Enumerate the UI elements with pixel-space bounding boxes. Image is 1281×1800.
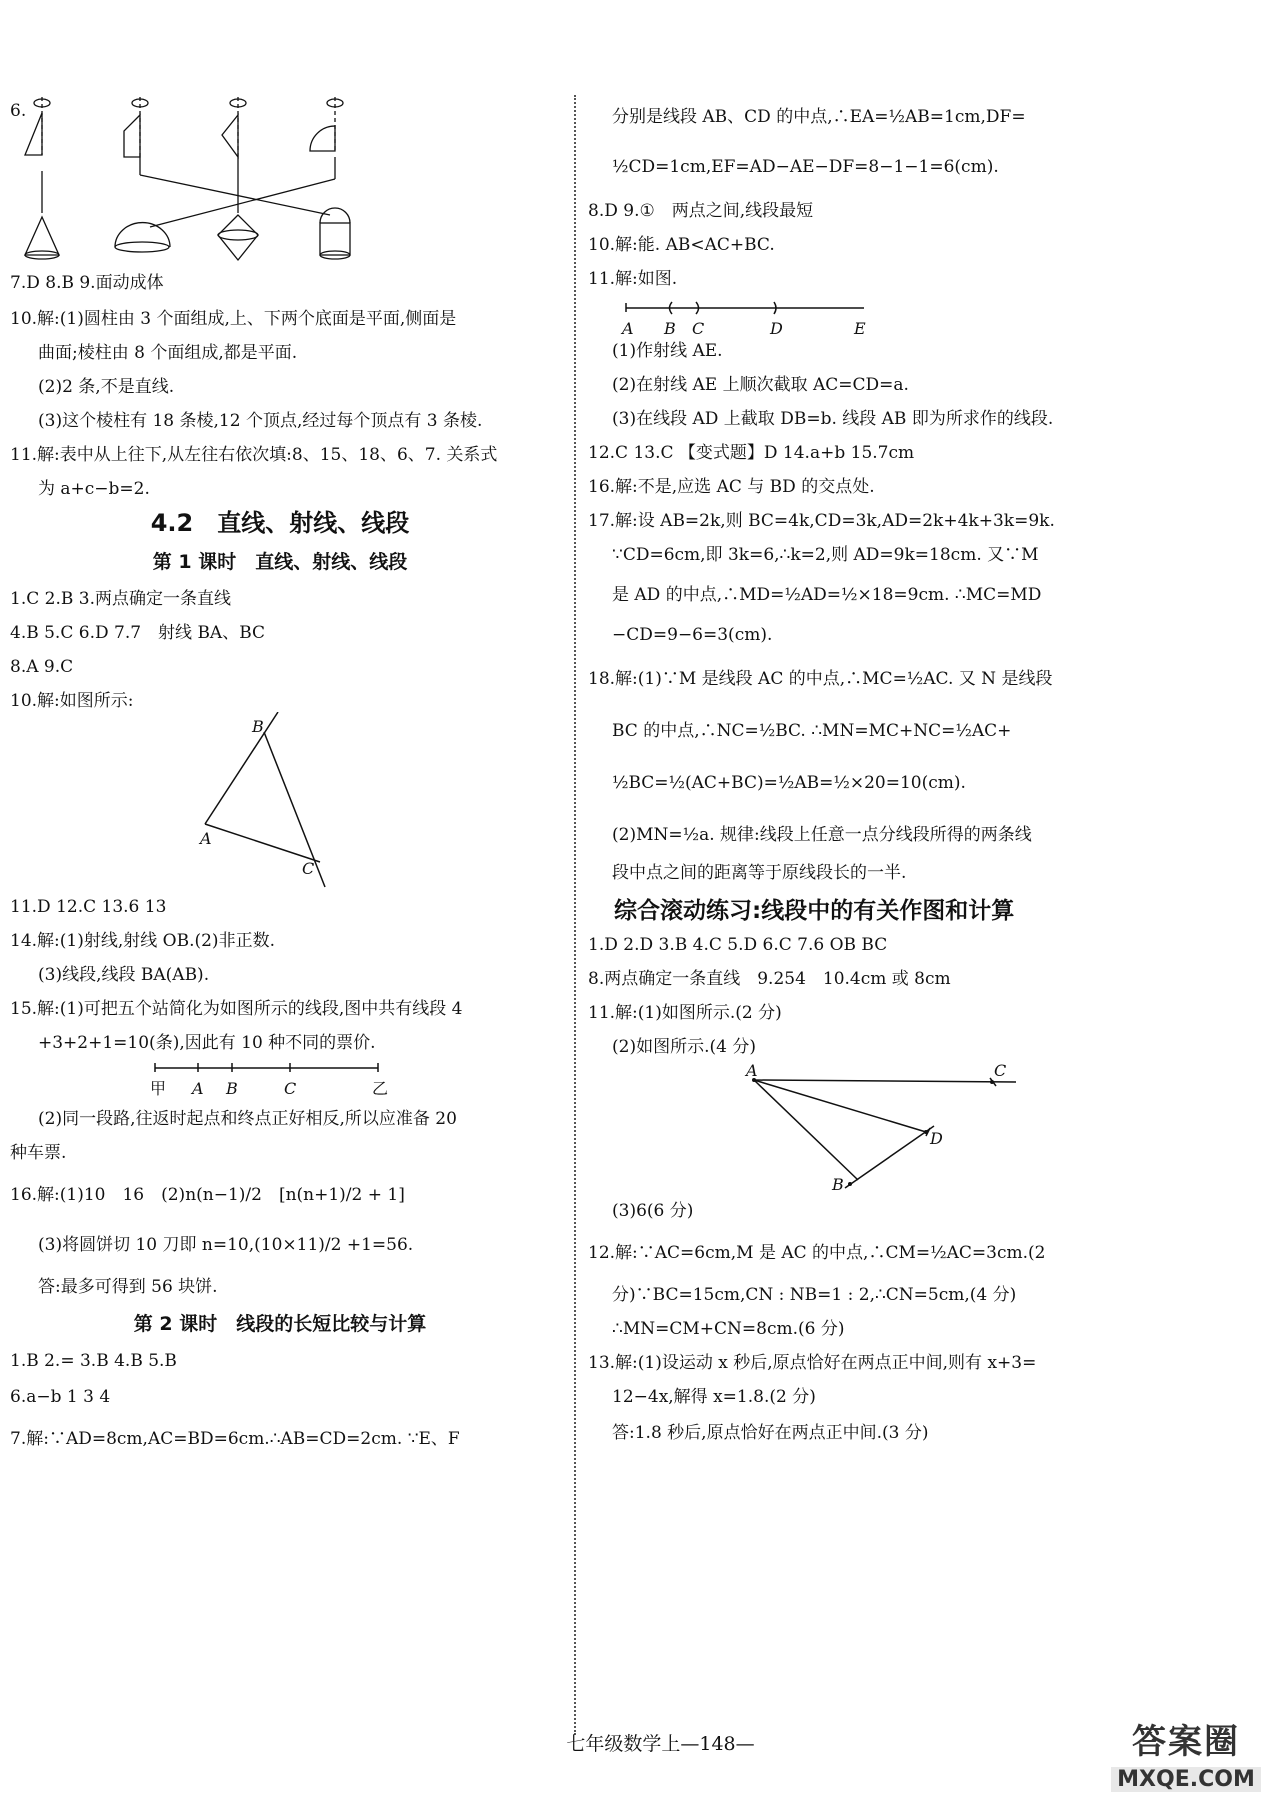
text-line: 分别是线段 AB、CD 的中点,∴EA=½AB=1cm,DF= bbox=[612, 107, 1026, 127]
text-line: 11.解:(1)如图所示.(2 分) bbox=[588, 1003, 782, 1023]
text-line: 17.解:设 AB=2k,则 BC=4k,CD=3k,AD=2k+4k+3k=9k. bbox=[588, 511, 1055, 531]
figure-point-c: C bbox=[994, 1061, 1007, 1080]
text-line: 1.D 2.D 3.B 4.C 5.D 6.C 7.6 OB BC bbox=[588, 935, 888, 955]
text-line: ∵CD=6cm,即 3k=6,∴k=2,则 AD=9k=18cm. 又∵M bbox=[612, 545, 1039, 565]
segment-point-a: A bbox=[622, 319, 634, 338]
text-line: ½BC=½(AC+BC)=½AB=½×20=10(cm). bbox=[612, 773, 966, 793]
text-line: 为 a+c−b=2. bbox=[38, 479, 150, 499]
watermark-logo bbox=[1111, 1714, 1261, 1792]
station-segment-figure bbox=[150, 1058, 390, 1104]
text-line: −CD=9−6=3(cm). bbox=[612, 625, 773, 645]
review-section-title: 综合滚动练习:线段中的有关作图和计算 bbox=[614, 898, 1015, 924]
text-line: (1)作射线 AE. bbox=[612, 341, 723, 361]
text-line: BC 的中点,∴NC=½BC. ∴MN=MC+NC=½AC+ bbox=[612, 721, 1012, 741]
text-line: 是 AD 的中点,∴MD=½AD=½×18=9cm. ∴MC=MD bbox=[612, 585, 1042, 605]
station-label: C bbox=[284, 1079, 297, 1098]
text-line: 答:1.8 秒后,原点恰好在两点正中间.(3 分) bbox=[612, 1423, 929, 1443]
text-line: 10.解:(1)圆柱由 3 个面组成,上、下两个底面是平面,侧面是 bbox=[10, 309, 457, 329]
text-line: 4.B 5.C 6.D 7.7 射线 BA、BC bbox=[10, 623, 266, 643]
text-line: 12.解:∵AC=6cm,M 是 AC 的中点,∴CM=½AC=3cm.(2 bbox=[588, 1243, 1046, 1263]
text-line: ∴MN=CM+CN=8cm.(6 分) bbox=[612, 1319, 845, 1339]
segment-point-b: B bbox=[664, 319, 676, 338]
column-divider bbox=[574, 95, 576, 1735]
text-line: 分)∵BC=15cm,CN : NB=1 : 2,∴CN=5cm,(4 分) bbox=[612, 1285, 1017, 1305]
lesson-1-title: 第 1 课时 直线、射线、线段 bbox=[152, 551, 408, 573]
text-line: ½CD=1cm,EF=AD−AE−DF=8−1−1=6(cm). bbox=[612, 157, 999, 177]
triangle-vertex-c: C bbox=[302, 859, 315, 878]
figure-point-a: A bbox=[746, 1061, 758, 1080]
text-line: 曲面;棱柱由 8 个面组成,都是平面. bbox=[38, 343, 298, 363]
text-line: (2)如图所示.(4 分) bbox=[612, 1037, 756, 1057]
text-line: (3)6(6 分) bbox=[612, 1201, 694, 1221]
text-line: 12.C 13.C 【变式题】D 14.a+b 15.7cm bbox=[588, 443, 915, 463]
text-line: +3+2+1=10(条),因此有 10 种不同的票价. bbox=[38, 1033, 376, 1053]
watermark-url: MXQE.COM bbox=[1111, 1767, 1261, 1792]
text-line: (2)同一段路,往返时起点和终点正好相反,所以应准备 20 bbox=[38, 1109, 457, 1129]
text-line: 1.B 2.= 3.B 4.B 5.B bbox=[10, 1351, 177, 1371]
text-line: 7.解:∵AD=8cm,AC=BD=6cm.∴AB=CD=2cm. ∵E、F bbox=[10, 1429, 460, 1449]
text-line: (2)MN=½a. 规律:线段上任意一点分线段所得的两条线 bbox=[612, 825, 1032, 845]
text-line: (3)这个棱柱有 18 条棱,12 个顶点,经过每个顶点有 3 条棱. bbox=[38, 411, 483, 431]
text-line: 种车票. bbox=[10, 1143, 67, 1163]
section-title: 4.2 直线、射线、线段 bbox=[150, 509, 410, 537]
triangle-vertex-a: A bbox=[200, 829, 212, 848]
segment-point-d: D bbox=[770, 319, 783, 338]
text-line: 8.两点确定一条直线 9.254 10.4cm 或 8cm bbox=[588, 969, 951, 989]
review-construction-figure bbox=[740, 1060, 1020, 1200]
text-line: 8.A 9.C bbox=[10, 657, 74, 677]
question-16-part-3: (3)将圆饼切 10 刀即 n=10,(10×11)/2 +1=56. bbox=[38, 1235, 414, 1255]
triangle-figure bbox=[190, 712, 340, 892]
station-label: B bbox=[226, 1079, 238, 1098]
question-6-label: 6. bbox=[10, 101, 27, 121]
text-line: 11.解:如图. bbox=[588, 269, 678, 289]
text-line: 11.解:表中从上往下,从左往右依次填:8、15、18、6、7. 关系式 bbox=[10, 445, 498, 465]
station-label: A bbox=[192, 1079, 204, 1098]
lesson-2-title: 第 2 课时 线段的长短比较与计算 bbox=[133, 1313, 427, 1335]
text-line: 16.解:不是,应选 AC 与 BD 的交点处. bbox=[588, 477, 875, 497]
text-line: 13.解:(1)设运动 x 秒后,原点恰好在两点正中间,则有 x+3= bbox=[588, 1353, 1037, 1373]
text-line: (3)线段,线段 BA(AB). bbox=[38, 965, 210, 985]
text-line: 11.D 12.C 13.6 13 bbox=[10, 897, 167, 917]
text-line: 18.解:(1)∵M 是线段 AC 的中点,∴MC=½AC. 又 N 是线段 bbox=[588, 669, 1053, 689]
text-line: 段中点之间的距离等于原线段长的一半. bbox=[612, 863, 907, 883]
station-label: 乙 bbox=[372, 1079, 389, 1098]
rotation-solids-figure bbox=[20, 95, 380, 275]
text-line: 15.解:(1)可把五个站简化为如图所示的线段,图中共有线段 4 bbox=[10, 999, 463, 1019]
page-footer: 七年级数学上—148— bbox=[566, 1733, 755, 1755]
text-line: 6.a−b 1 3 4 bbox=[10, 1387, 111, 1407]
text-line: 12−4x,解得 x=1.8.(2 分) bbox=[612, 1387, 816, 1407]
figure-point-b: B bbox=[832, 1175, 844, 1194]
watermark-text: 答案圈 bbox=[1132, 1722, 1240, 1762]
text-line: 10.解:如图所示: bbox=[10, 691, 134, 711]
question-16-line: 16.解:(1)10 16 (2)n(n−1)/2 [n(n+1)/2 + 1] bbox=[10, 1185, 405, 1205]
figure-point-d: D bbox=[930, 1129, 943, 1148]
segment-point-e: E bbox=[854, 319, 866, 338]
station-label: 甲 bbox=[150, 1079, 167, 1098]
text-line: 8.D 9.① 两点之间,线段最短 bbox=[588, 201, 814, 221]
triangle-vertex-b: B bbox=[252, 717, 264, 736]
text-line: (2)2 条,不是直线. bbox=[38, 377, 175, 397]
text-line: 14.解:(1)射线,射线 OB.(2)非正数. bbox=[10, 931, 275, 951]
text-line: 10.解:能. AB<AC+BC. bbox=[588, 235, 775, 255]
text-line: (3)在线段 AD 上截取 DB=b. 线段 AB 即为所求作的线段. bbox=[612, 409, 1054, 429]
segment-point-c: C bbox=[692, 319, 705, 338]
text-line: (2)在射线 AE 上顺次截取 AC=CD=a. bbox=[612, 375, 909, 395]
text-line: 1.C 2.B 3.两点确定一条直线 bbox=[10, 589, 231, 609]
segment-construction-figure bbox=[620, 296, 870, 342]
question-16-answer: 答:最多可得到 56 块饼. bbox=[38, 1277, 218, 1297]
text-line: 7.D 8.B 9.面动成体 bbox=[10, 273, 164, 293]
